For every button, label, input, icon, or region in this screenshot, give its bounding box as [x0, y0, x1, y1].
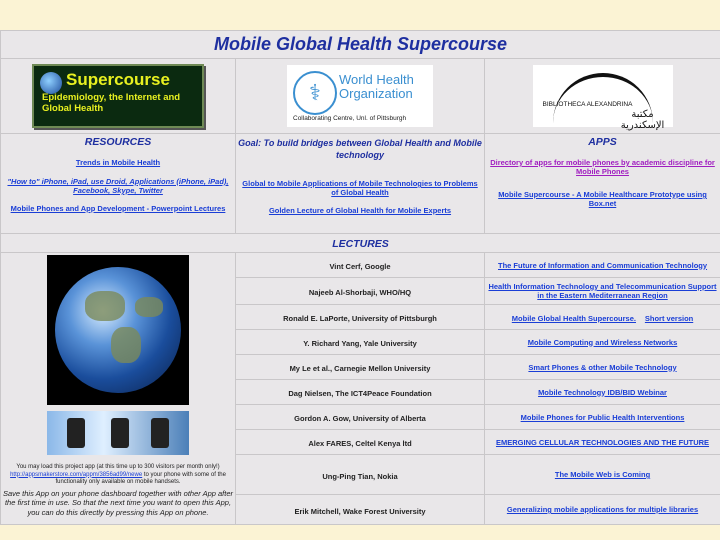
who-logo-cell — [236, 59, 485, 134]
lecture-link-short-version[interactable]: Short version — [644, 314, 694, 323]
app-save-instructions: Save this App on your phone dashboard together with other App after the first time in use. So that the next time you want to open this App, you can do this directly by pressing this App on phone. — [3, 488, 234, 517]
globe-icon — [55, 267, 181, 393]
app-note: You may load this project app (at this time up to 300 visitors per month only!) — [16, 464, 220, 470]
who-logo-subtitle: Collaborating Centre, Unl. of Pittsburgh — [293, 115, 407, 122]
supercourse-logo-subtitle: Epidemiology, the Internet and Global Health — [42, 92, 181, 114]
page-title: Mobile Global Health Supercourse — [213, 34, 508, 54]
apps-link-mobile-supercourse[interactable]: Mobile Supercourse - A Mobile Healthcare Prototype using Box.net — [498, 190, 707, 208]
lecture-link[interactable]: Mobile Global Health Supercourse. — [511, 314, 636, 323]
lecture-speaker: Dag Nielsen, The ICT4Peace Foundation — [236, 380, 485, 405]
resources-link-powerpoint[interactable]: Mobile Phones and App Development - Powerpoint Lectures — [10, 204, 226, 213]
lecture-speaker: Alex FARES, Celtel Kenya ltd — [236, 430, 485, 455]
resources-link-trends[interactable]: Trends in Mobile Health — [75, 158, 161, 167]
bibliotheca-logo[interactable] — [533, 65, 673, 131]
lecture-title — [485, 278, 720, 305]
phone-icon — [67, 418, 85, 448]
apps-link-directory[interactable]: Directory of apps for mobile phones by academic discipline for Mobile Phones — [490, 158, 715, 176]
lecture-speaker: Najeeb Al-Shorbaji, WHO/HQ — [236, 278, 485, 305]
lecture-link[interactable]: Health Information Technology and Telecommunication Support in the Eastern Mediterranean Region — [488, 282, 717, 300]
apps-cell — [485, 134, 720, 234]
lecture-speaker: Vint Cerf, Google — [236, 253, 485, 278]
lecture-link[interactable]: Generalizing mobile applications for multiple libraries — [506, 505, 699, 514]
title-cell — [1, 31, 720, 59]
lecture-title — [485, 455, 720, 495]
lectures-heading: LECTURES — [332, 238, 389, 250]
who-emblem-icon: ⚕ — [293, 71, 337, 115]
lecture-title — [485, 495, 720, 525]
phone-icon — [111, 418, 129, 448]
lecture-link[interactable]: Mobile Technology IDB/BID Webinar — [538, 387, 667, 397]
supercourse-logo-title: Supercourse — [66, 70, 170, 89]
lecture-title — [485, 330, 720, 355]
lecture-row — [1, 253, 720, 278]
lectures-heading-cell — [1, 234, 720, 253]
bibliotheca-logo-name: BIBLIOTHECA ALEXANDRINA — [542, 101, 633, 108]
globe-icon — [40, 72, 62, 94]
goal-link-global-to-mobile[interactable]: Global to Mobile Applications of Mobile Technologies to Problems of Global Health — [242, 179, 478, 197]
who-logo-name: World Health Organization — [339, 72, 414, 101]
resources-link-howto[interactable]: "How to" iPhone, iPad, use Droid, Applications (iPhone, iPad), Facebook, Skype, Twitter — [7, 177, 229, 195]
lecture-speaker: Y. Richard Yang, Yale University — [236, 330, 485, 355]
resources-heading: RESOURCES — [84, 136, 152, 148]
resources-cell — [1, 134, 236, 234]
lecture-speaker: Gordon A. Gow, University of Alberta — [236, 405, 485, 430]
lecture-speaker: My Le et al., Carnegie Mellon University — [236, 355, 485, 380]
supercourse-logo[interactable] — [32, 64, 204, 128]
apps-heading: APPS — [588, 136, 617, 148]
lecture-link[interactable]: The Future of Information and Communication Technology — [498, 260, 708, 270]
lecture-link[interactable]: Mobile Phones for Public Health Interventions — [520, 412, 685, 422]
bibliotheca-logo-arabic: مكتبة الإسكندرية — [620, 109, 665, 131]
lecture-link[interactable]: The Mobile Web is Coming — [554, 470, 651, 479]
lecture-link[interactable]: EMERGING CELLULAR TECHNOLOGIES AND THE FUTURE — [495, 437, 710, 447]
lecture-title — [485, 405, 720, 430]
phones-image — [47, 411, 189, 455]
lecture-title — [485, 305, 720, 330]
goal-link-golden-lecture[interactable]: Golden Lecture of Global Health for Mobile Experts — [268, 206, 452, 215]
lecture-link[interactable]: Smart Phones & other Mobile Technology — [528, 362, 677, 372]
lecture-speaker: Erik Mitchell, Wake Forest University — [236, 495, 485, 525]
app-link-note — [3, 472, 233, 487]
lecture-speaker: Ronald E. LaPorte, University of Pittsburgh — [236, 305, 485, 330]
app-download-link[interactable]: http://appsmakerstore.com/appm/3856ad99/newe — [10, 471, 143, 478]
bibliotheca-logo-cell — [485, 59, 720, 134]
goal-cell — [236, 134, 485, 234]
goal-heading: Goal: To build bridges between Global Health and Mobile technology — [238, 138, 482, 160]
lecture-title — [485, 253, 720, 278]
main-table — [0, 30, 720, 525]
lecture-speaker: Ung-Ping Tian, Nokia — [236, 455, 485, 495]
lecture-title — [485, 355, 720, 380]
lecture-title — [485, 430, 720, 455]
supercourse-logo-cell — [1, 59, 236, 134]
phone-icon — [151, 418, 169, 448]
page — [0, 30, 720, 517]
app-note-suffix: to your phone with some of the functionality only available on mobile handsets. — [55, 471, 226, 485]
lecture-link[interactable]: Mobile Computing and Wireless Networks — [527, 337, 678, 347]
who-logo[interactable] — [287, 65, 433, 127]
lecture-title — [485, 380, 720, 405]
left-panel — [1, 253, 236, 525]
earth-image — [47, 255, 189, 405]
